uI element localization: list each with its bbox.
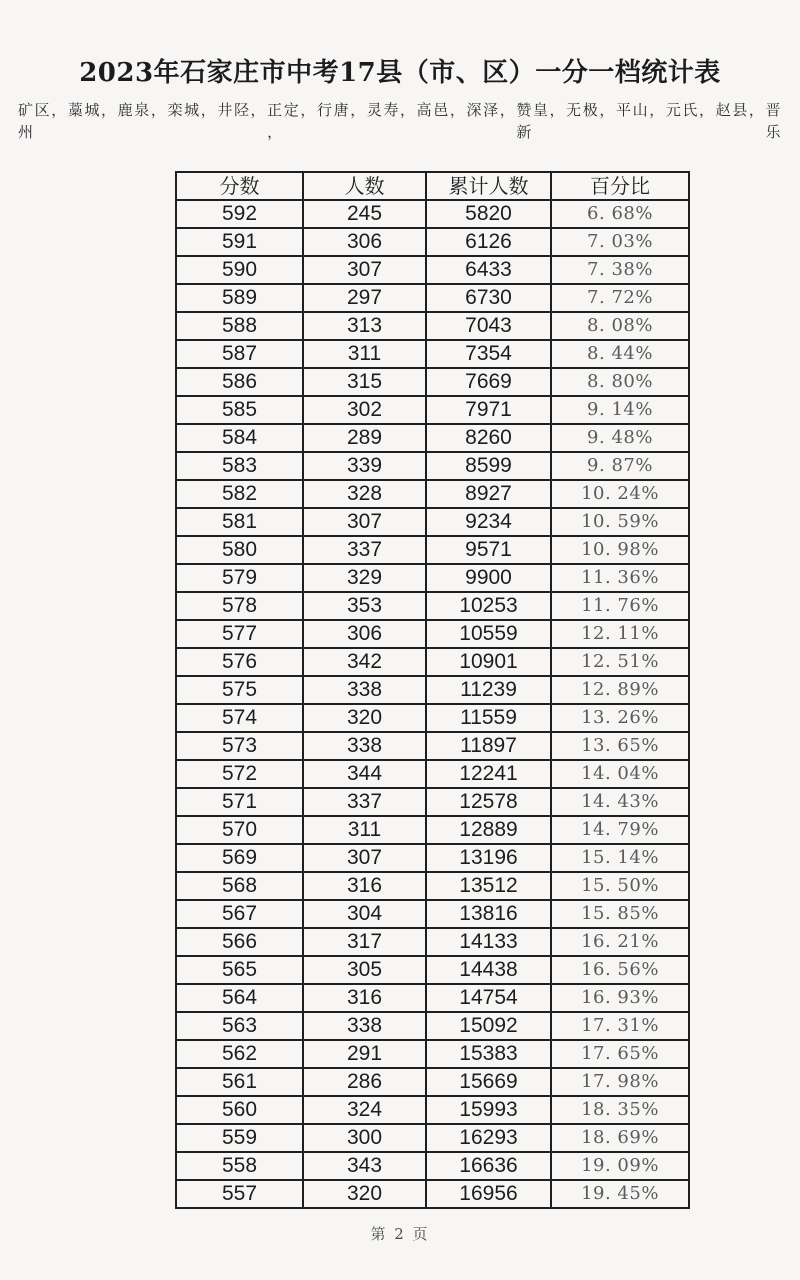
table-row: [176, 620, 689, 648]
count-cell: 306: [303, 620, 426, 648]
cumulative-cell: 6433: [426, 256, 551, 284]
score-cell: 573: [176, 732, 303, 760]
score-cell: 581: [176, 508, 303, 536]
percent-cell: 16. 21%: [551, 928, 689, 956]
count-cell: 313: [303, 312, 426, 340]
table-row: [176, 676, 689, 704]
score-cell: 583: [176, 452, 303, 480]
cumulative-cell: 9571: [426, 536, 551, 564]
count-cell: 289: [303, 424, 426, 452]
score-cell: 590: [176, 256, 303, 284]
count-cell: 317: [303, 928, 426, 956]
table-row: [176, 648, 689, 676]
score-cell: 578: [176, 592, 303, 620]
cumulative-cell: 13196: [426, 844, 551, 872]
count-cell: 342: [303, 648, 426, 676]
score-cell: 585: [176, 396, 303, 424]
col-header-count: 人数: [303, 172, 426, 200]
table-row: [176, 452, 689, 480]
table-row: [176, 284, 689, 312]
percent-cell: 9. 87%: [551, 452, 689, 480]
cumulative-cell: 12241: [426, 760, 551, 788]
table-row: [176, 704, 689, 732]
cumulative-cell: 10901: [426, 648, 551, 676]
count-cell: 338: [303, 732, 426, 760]
percent-cell: 18. 69%: [551, 1124, 689, 1152]
cumulative-cell: 13816: [426, 900, 551, 928]
cumulative-cell: 10559: [426, 620, 551, 648]
table-row: [176, 760, 689, 788]
score-cell: 576: [176, 648, 303, 676]
score-cell: 565: [176, 956, 303, 984]
cumulative-cell: 7043: [426, 312, 551, 340]
table-row: [176, 480, 689, 508]
percent-cell: 11. 36%: [551, 564, 689, 592]
cumulative-cell: 6126: [426, 228, 551, 256]
score-cell: 587: [176, 340, 303, 368]
count-cell: 316: [303, 984, 426, 1012]
count-cell: 304: [303, 900, 426, 928]
score-cell: 589: [176, 284, 303, 312]
table-row: [176, 1096, 689, 1124]
table-row: [176, 1068, 689, 1096]
count-cell: 338: [303, 676, 426, 704]
table-row: [176, 312, 689, 340]
score-cell: 574: [176, 704, 303, 732]
count-cell: 286: [303, 1068, 426, 1096]
count-cell: 339: [303, 452, 426, 480]
percent-cell: 15. 14%: [551, 844, 689, 872]
count-cell: 328: [303, 480, 426, 508]
table-row: [176, 928, 689, 956]
percent-cell: 14. 79%: [551, 816, 689, 844]
cumulative-cell: 16293: [426, 1124, 551, 1152]
count-cell: 311: [303, 340, 426, 368]
percent-cell: 12. 11%: [551, 620, 689, 648]
table-row: [176, 872, 689, 900]
percent-cell: 18. 35%: [551, 1096, 689, 1124]
count-cell: 338: [303, 1012, 426, 1040]
table-row: [176, 564, 689, 592]
table-row: [176, 1180, 689, 1208]
count-cell: 353: [303, 592, 426, 620]
count-cell: 307: [303, 844, 426, 872]
cumulative-cell: 14438: [426, 956, 551, 984]
percent-cell: 8. 08%: [551, 312, 689, 340]
percent-cell: 14. 04%: [551, 760, 689, 788]
table-body: [176, 200, 689, 1208]
cumulative-cell: 11897: [426, 732, 551, 760]
col-header-cumulative: 累计人数: [426, 172, 551, 200]
table-row: [176, 956, 689, 984]
count-cell: 344: [303, 760, 426, 788]
table-row: [176, 900, 689, 928]
table-row: [176, 340, 689, 368]
percent-cell: 7. 03%: [551, 228, 689, 256]
percent-cell: 10. 98%: [551, 536, 689, 564]
cumulative-cell: 11559: [426, 704, 551, 732]
table-row: [176, 788, 689, 816]
cumulative-cell: 15383: [426, 1040, 551, 1068]
col-header-score: 分数: [176, 172, 303, 200]
percent-cell: 13. 65%: [551, 732, 689, 760]
table-row: [176, 1124, 689, 1152]
score-cell: 559: [176, 1124, 303, 1152]
score-cell: 582: [176, 480, 303, 508]
page-title: 2023年石家庄市中考17县（市、区）一分一档统计表: [79, 58, 721, 88]
cumulative-cell: 8599: [426, 452, 551, 480]
percent-cell: 7. 72%: [551, 284, 689, 312]
cumulative-cell: 8927: [426, 480, 551, 508]
score-distribution-table: [175, 171, 690, 1209]
score-cell: 567: [176, 900, 303, 928]
percent-cell: 14. 43%: [551, 788, 689, 816]
count-cell: 291: [303, 1040, 426, 1068]
table-row: [176, 200, 689, 228]
table-row: [176, 256, 689, 284]
score-cell: 586: [176, 368, 303, 396]
count-cell: 324: [303, 1096, 426, 1124]
percent-cell: 13. 26%: [551, 704, 689, 732]
table-row: [176, 1012, 689, 1040]
table-row: [176, 228, 689, 256]
percent-cell: 17. 65%: [551, 1040, 689, 1068]
score-cell: 577: [176, 620, 303, 648]
cumulative-cell: 9234: [426, 508, 551, 536]
cumulative-cell: 15669: [426, 1068, 551, 1096]
score-cell: 592: [176, 200, 303, 228]
count-cell: 306: [303, 228, 426, 256]
count-cell: 302: [303, 396, 426, 424]
cumulative-cell: 11239: [426, 676, 551, 704]
score-cell: 566: [176, 928, 303, 956]
cumulative-cell: 7354: [426, 340, 551, 368]
count-cell: 337: [303, 536, 426, 564]
score-cell: 591: [176, 228, 303, 256]
cumulative-cell: 10253: [426, 592, 551, 620]
score-cell: 569: [176, 844, 303, 872]
percent-cell: 8. 44%: [551, 340, 689, 368]
percent-cell: 17. 98%: [551, 1068, 689, 1096]
score-cell: 560: [176, 1096, 303, 1124]
percent-cell: 19. 45%: [551, 1180, 689, 1208]
table-row: [176, 424, 689, 452]
county-list: 矿区，藁城，鹿泉，栾城，井陉，正定，行唐，灵寿，高邑，深泽，赞皇，无极，平山，元氏，赵县，晋州，新乐: [18, 101, 782, 141]
table-row: [176, 732, 689, 760]
count-cell: 316: [303, 872, 426, 900]
percent-cell: 9. 48%: [551, 424, 689, 452]
count-cell: 300: [303, 1124, 426, 1152]
score-cell: 557: [176, 1180, 303, 1208]
percent-cell: 6. 68%: [551, 200, 689, 228]
count-cell: 315: [303, 368, 426, 396]
page-number: 第 2 页: [370, 1225, 430, 1243]
score-cell: 572: [176, 760, 303, 788]
cumulative-cell: 5820: [426, 200, 551, 228]
percent-cell: 10. 59%: [551, 508, 689, 536]
col-header-percentage: 百分比: [551, 172, 689, 200]
table-row: [176, 368, 689, 396]
score-cell: 568: [176, 872, 303, 900]
count-cell: 307: [303, 508, 426, 536]
table-row: [176, 1040, 689, 1068]
cumulative-cell: 9900: [426, 564, 551, 592]
count-cell: 337: [303, 788, 426, 816]
score-cell: 564: [176, 984, 303, 1012]
percent-cell: 10. 24%: [551, 480, 689, 508]
score-cell: 575: [176, 676, 303, 704]
percent-cell: 16. 93%: [551, 984, 689, 1012]
score-cell: 563: [176, 1012, 303, 1040]
count-cell: 245: [303, 200, 426, 228]
cumulative-cell: 16636: [426, 1152, 551, 1180]
percent-cell: 16. 56%: [551, 956, 689, 984]
table-row: [176, 592, 689, 620]
table-row: [176, 984, 689, 1012]
percent-cell: 15. 50%: [551, 872, 689, 900]
table-row: [176, 536, 689, 564]
cumulative-cell: 14133: [426, 928, 551, 956]
score-cell: 580: [176, 536, 303, 564]
cumulative-cell: 15092: [426, 1012, 551, 1040]
table-row: [176, 396, 689, 424]
percent-cell: 7. 38%: [551, 256, 689, 284]
score-cell: 562: [176, 1040, 303, 1068]
count-cell: 343: [303, 1152, 426, 1180]
cumulative-cell: 15993: [426, 1096, 551, 1124]
count-cell: 320: [303, 1180, 426, 1208]
table-row: [176, 816, 689, 844]
score-cell: 588: [176, 312, 303, 340]
count-cell: 329: [303, 564, 426, 592]
score-cell: 558: [176, 1152, 303, 1180]
percent-cell: 12. 51%: [551, 648, 689, 676]
percent-cell: 8. 80%: [551, 368, 689, 396]
count-cell: 320: [303, 704, 426, 732]
table-row: [176, 508, 689, 536]
table-row: [176, 1152, 689, 1180]
cumulative-cell: 7971: [426, 396, 551, 424]
score-cell: 561: [176, 1068, 303, 1096]
score-cell: 579: [176, 564, 303, 592]
count-cell: 305: [303, 956, 426, 984]
cumulative-cell: 12578: [426, 788, 551, 816]
percent-cell: 17. 31%: [551, 1012, 689, 1040]
cumulative-cell: 14754: [426, 984, 551, 1012]
cumulative-cell: 6730: [426, 284, 551, 312]
percent-cell: 19. 09%: [551, 1152, 689, 1180]
table-header-row: [176, 172, 689, 200]
score-cell: 570: [176, 816, 303, 844]
percent-cell: 15. 85%: [551, 900, 689, 928]
percent-cell: 12. 89%: [551, 676, 689, 704]
cumulative-cell: 12889: [426, 816, 551, 844]
percent-cell: 9. 14%: [551, 396, 689, 424]
percent-cell: 11. 76%: [551, 592, 689, 620]
count-cell: 307: [303, 256, 426, 284]
count-cell: 311: [303, 816, 426, 844]
score-cell: 571: [176, 788, 303, 816]
table-row: [176, 844, 689, 872]
score-cell: 584: [176, 424, 303, 452]
count-cell: 297: [303, 284, 426, 312]
cumulative-cell: 7669: [426, 368, 551, 396]
cumulative-cell: 8260: [426, 424, 551, 452]
cumulative-cell: 13512: [426, 872, 551, 900]
cumulative-cell: 16956: [426, 1180, 551, 1208]
